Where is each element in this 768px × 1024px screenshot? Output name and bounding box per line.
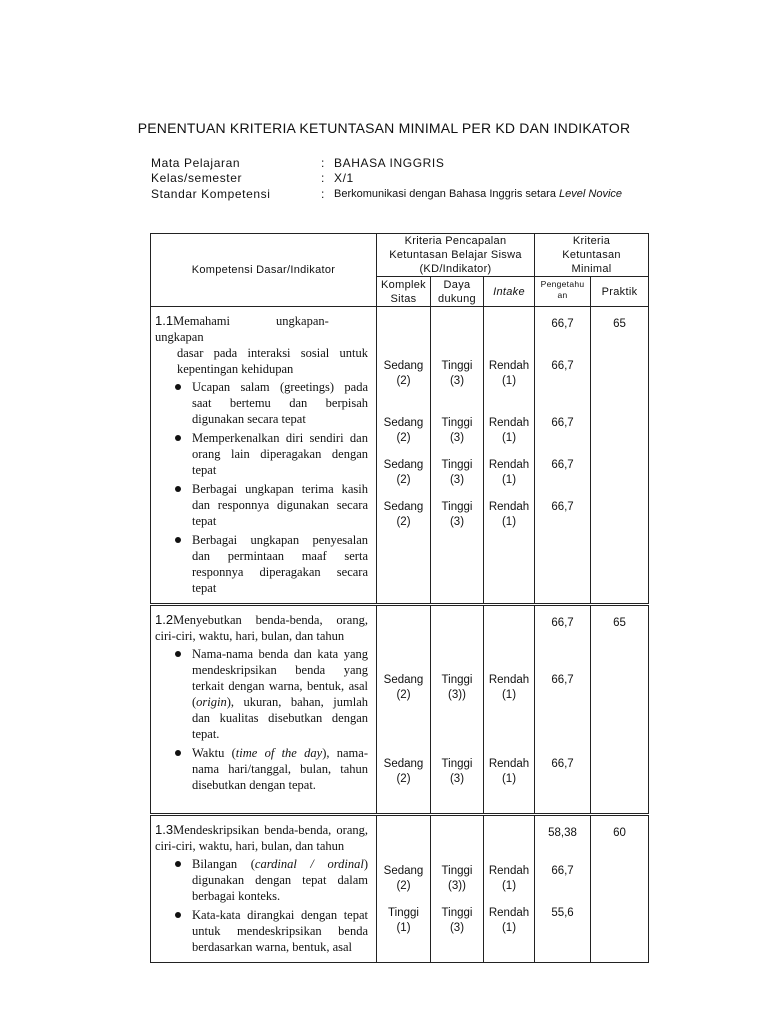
header-daya: Daya dukung bbox=[431, 277, 484, 307]
list-item: Bilangan (cardinal / ordinal) digunakan dengan tepat dalam berbagai konteks. bbox=[192, 856, 368, 904]
mapel-label: Mata Pelajaran bbox=[151, 156, 241, 170]
list-item: Berbagai ungkapan terima kasih dan responnya digunakan secara tepat bbox=[192, 481, 368, 529]
kd-1-2-title: 1.2Menyebutkan benda-benda, orang, ciri-ciri, waktu, hari, bulan, dan tahun bbox=[155, 612, 368, 643]
kd-1-2-daya: Tinggi (3)) Tinggi (3) bbox=[431, 605, 484, 815]
kd-1-3-komplek: Sedang (2) Tinggi (1) bbox=[377, 815, 431, 963]
kd-1-3 bbox=[151, 815, 377, 963]
header-kd: Kompetensi Dasar/Indikator bbox=[151, 234, 377, 307]
kd-1-3-indicators bbox=[155, 856, 368, 955]
mapel-value: BAHASA INGGRIS bbox=[334, 156, 445, 170]
kelas-value: X/1 bbox=[334, 171, 354, 185]
kd-1-2-intake: Rendah (1) Rendah (1) bbox=[484, 605, 535, 815]
kd-1-1-komplek: Sedang (2) Sedang (2) Sedang (2) Sedang (2) bbox=[377, 307, 431, 605]
sk-label: Standar Kompetensi bbox=[151, 187, 271, 201]
list-item: Ucapan salam (greetings) pada saat bertemu dan berpisah digunakan secara tepat bbox=[192, 379, 368, 427]
kkm-table bbox=[150, 233, 649, 963]
header-intake: Intake bbox=[484, 277, 535, 307]
kd-1-1 bbox=[151, 307, 377, 605]
kd-1-3-praktik: 60 bbox=[591, 815, 649, 963]
bullet-icon bbox=[175, 912, 181, 918]
kd-1-2-indicators bbox=[155, 646, 368, 793]
kd-1-3-pengetahuan: 58,38 66,7 55,6 bbox=[535, 815, 591, 963]
bullet-icon bbox=[175, 651, 181, 657]
colon: : bbox=[321, 187, 325, 201]
kd-1-1-intake: Rendah (1) Rendah (1) Rendah (1) Rendah (1) bbox=[484, 307, 535, 605]
kd-1-3-daya: Tinggi (3)) Tinggi (3) bbox=[431, 815, 484, 963]
kelas-label: Kelas/semester bbox=[151, 171, 243, 185]
kd-1-2 bbox=[151, 605, 377, 815]
kd-1-1-indicators bbox=[155, 379, 368, 596]
kd-1-2-praktik: 65 bbox=[591, 605, 649, 815]
document-title: PENENTUAN KRITERIA KETUNTASAN MINIMAL PER KD DAN INDIKATOR bbox=[137, 120, 631, 136]
bullet-icon bbox=[175, 861, 181, 867]
kd-1-2-pengetahuan: 66,7 66,7 66,7 bbox=[535, 605, 591, 815]
kd-1-3-intake: Rendah (1) Rendah (1) bbox=[484, 815, 535, 963]
bullet-icon bbox=[175, 384, 181, 390]
header-kriteria: Kriteria Pencapalan Ketuntasan Belajar Siswa (KD/Indikator) bbox=[377, 234, 535, 277]
kd-1-2-komplek: Sedang (2) Sedang (2) bbox=[377, 605, 431, 815]
kd-1-3-title: 1.3Mendeskripsikan benda-benda, orang, ciri-ciri, waktu, hari, bulan, dan tahun bbox=[155, 822, 368, 853]
header-praktik: Praktik bbox=[591, 277, 649, 307]
list-item: Berbagai ungkapan penyesalan dan permintaan maaf serta responnya diperagakan secara tepat bbox=[192, 532, 368, 596]
list-item: Nama-nama benda dan kata yang mendeskripsikan benda yang terkait dengan warna, bentuk, asal (origin), ukuran, bahan, jumlah dan kualitas disebutkan dengan tepat. bbox=[192, 646, 368, 742]
kd-1-1-pengetahuan: 66,7 66,7 66,7 66,7 66,7 bbox=[535, 307, 591, 605]
header-pengetahuan: Pengetahu an bbox=[535, 277, 591, 307]
header-komplek: Komplek Sitas bbox=[377, 277, 431, 307]
header-kkm: Kriteria Ketuntasan Minimal bbox=[535, 234, 649, 277]
colon: : bbox=[321, 171, 325, 185]
kd-1-1-daya: Tinggi (3) Tinggi (3) Tinggi (3) Tinggi (3) bbox=[431, 307, 484, 605]
list-item: Memperkenalkan diri sendiri dan orang lain diperagakan dengan tepat bbox=[192, 430, 368, 478]
kd-1-1-praktik: 65 bbox=[591, 307, 649, 605]
kd-1-1-title: 1.1Memahami ungkapan-ungkapan dasar pada interaksi sosial untuk kepentingan kehidupan bbox=[155, 313, 368, 376]
list-item: Kata-kata dirangkai dengan tepat untuk mendeskripsikan benda berdasarkan warna, bentuk, asal bbox=[192, 907, 368, 955]
sk-value: Berkomunikasi dengan Bahasa Inggris setara Level Novice bbox=[334, 188, 623, 200]
bullet-icon bbox=[175, 486, 181, 492]
bullet-icon bbox=[175, 537, 181, 543]
bullet-icon bbox=[175, 750, 181, 756]
list-item: Waktu (time of the day), nama-nama hari/tanggal, bulan, tahun disebutkan dengan tepat. bbox=[192, 745, 368, 793]
colon: : bbox=[321, 156, 325, 170]
bullet-icon bbox=[175, 435, 181, 441]
